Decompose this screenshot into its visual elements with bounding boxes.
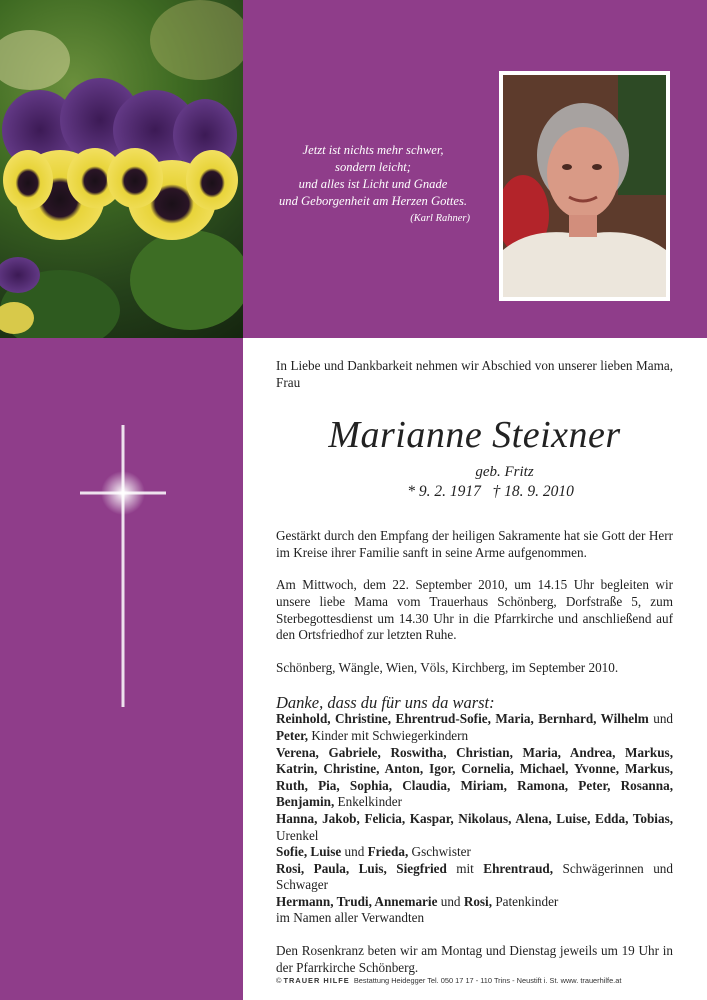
obituary-text — [276, 358, 673, 976]
rosary-text: Den Rosenkranz beten wir am Montag und Dienstag jeweils um 19 Uhr in der Pfarrkirche Schönberg. — [276, 943, 673, 975]
intro-text: In Liebe und Dankbarkeit nehmen wir Abschied von unserer lieben Mama, Frau — [276, 358, 673, 390]
funeral-details: Am Mittwoch, dem 22. September 2010, um 14.15 Uhr begleiten wir unsere liebe Mama vom Trauerhaus Schönberg, Dorfstraße 5, zum Sterbegottesdienst um 14.30 Uhr in die Pfarrkirche und anschließend auf den Ortsfriedhof zur letzten Ruhe. — [276, 577, 673, 643]
quote — [262, 142, 484, 227]
relatives-text: im Namen aller Verwandten — [276, 910, 425, 926]
deceased-name: Marianne Steixner — [328, 414, 621, 457]
quote-author: (Karl Rahner) — [410, 213, 470, 224]
footer-text: Bestattung Heidegger Tel. 050 17 17 - 110 Trins - Neustift i. St. www. trauerhilfe.at — [353, 976, 622, 985]
life-dates: * 9. 2. 1917 † 18. 9. 2010 — [407, 483, 574, 501]
quote-line: sondern leicht; — [335, 160, 411, 174]
family-entry: Hermann, Trudi, Annemarie und Rosi, Patenkinder — [276, 893, 559, 909]
sacrament-text: Gestärkt durch den Empfang der heiligen Sakramente hat sie Gott der Herr im Kreise ihrer Familie sanft in seine Arme aufgenommen. — [276, 528, 673, 560]
quote-line: und alles ist Licht und Gnade — [298, 177, 448, 191]
family-entry: Rosi, Paula, Luis, Siegfried mit Ehrentraud, Schwägerinnen und Schwager — [276, 860, 673, 893]
footer — [276, 976, 696, 985]
quote-line: Jetzt ist nichts mehr schwer, — [302, 143, 444, 157]
family-entry: Hanna, Jakob, Felicia, Kaspar, Nikolaus, Alena, Luise, Edda, Tobias, Urenkel — [276, 810, 673, 843]
family-entry: Verena, Gabriele, Roswitha, Christian, Maria, Andrea, Markus, Katrin, Christine, Anton, Igor, Cornelia, Michael, Yvonne, Markus, Ruth, Pia, Sophia, Claudia, Miriam, Ramona, Peter, Rosanna, Benjamin, Enkelkinder — [276, 744, 673, 810]
cross-icon — [80, 425, 166, 707]
places-date: Schönberg, Wängle, Wien, Völs, Kirchberg, im September 2010. — [276, 659, 619, 675]
family-entry: Sofie, Luise und Frieda, Gschwister — [276, 844, 471, 860]
maiden-name: geb. Fritz — [475, 464, 534, 481]
copyright-symbol: © — [276, 976, 282, 985]
family-entry: Reinhold, Christine, Ehrentrud-Sofie, Maria, Bernhard, Wilhelm und Peter, Kinder mit Schwiegerkindern — [276, 711, 673, 743]
thanks-heading: Danke, dass du für uns da warst: — [276, 693, 495, 713]
footer-brand: TRAUER HILFE — [283, 976, 350, 985]
portrait-photo — [499, 71, 670, 301]
quote-line: und Geborgenheit am Herzen Gottes. — [278, 194, 468, 208]
pansy-photo — [0, 0, 243, 338]
